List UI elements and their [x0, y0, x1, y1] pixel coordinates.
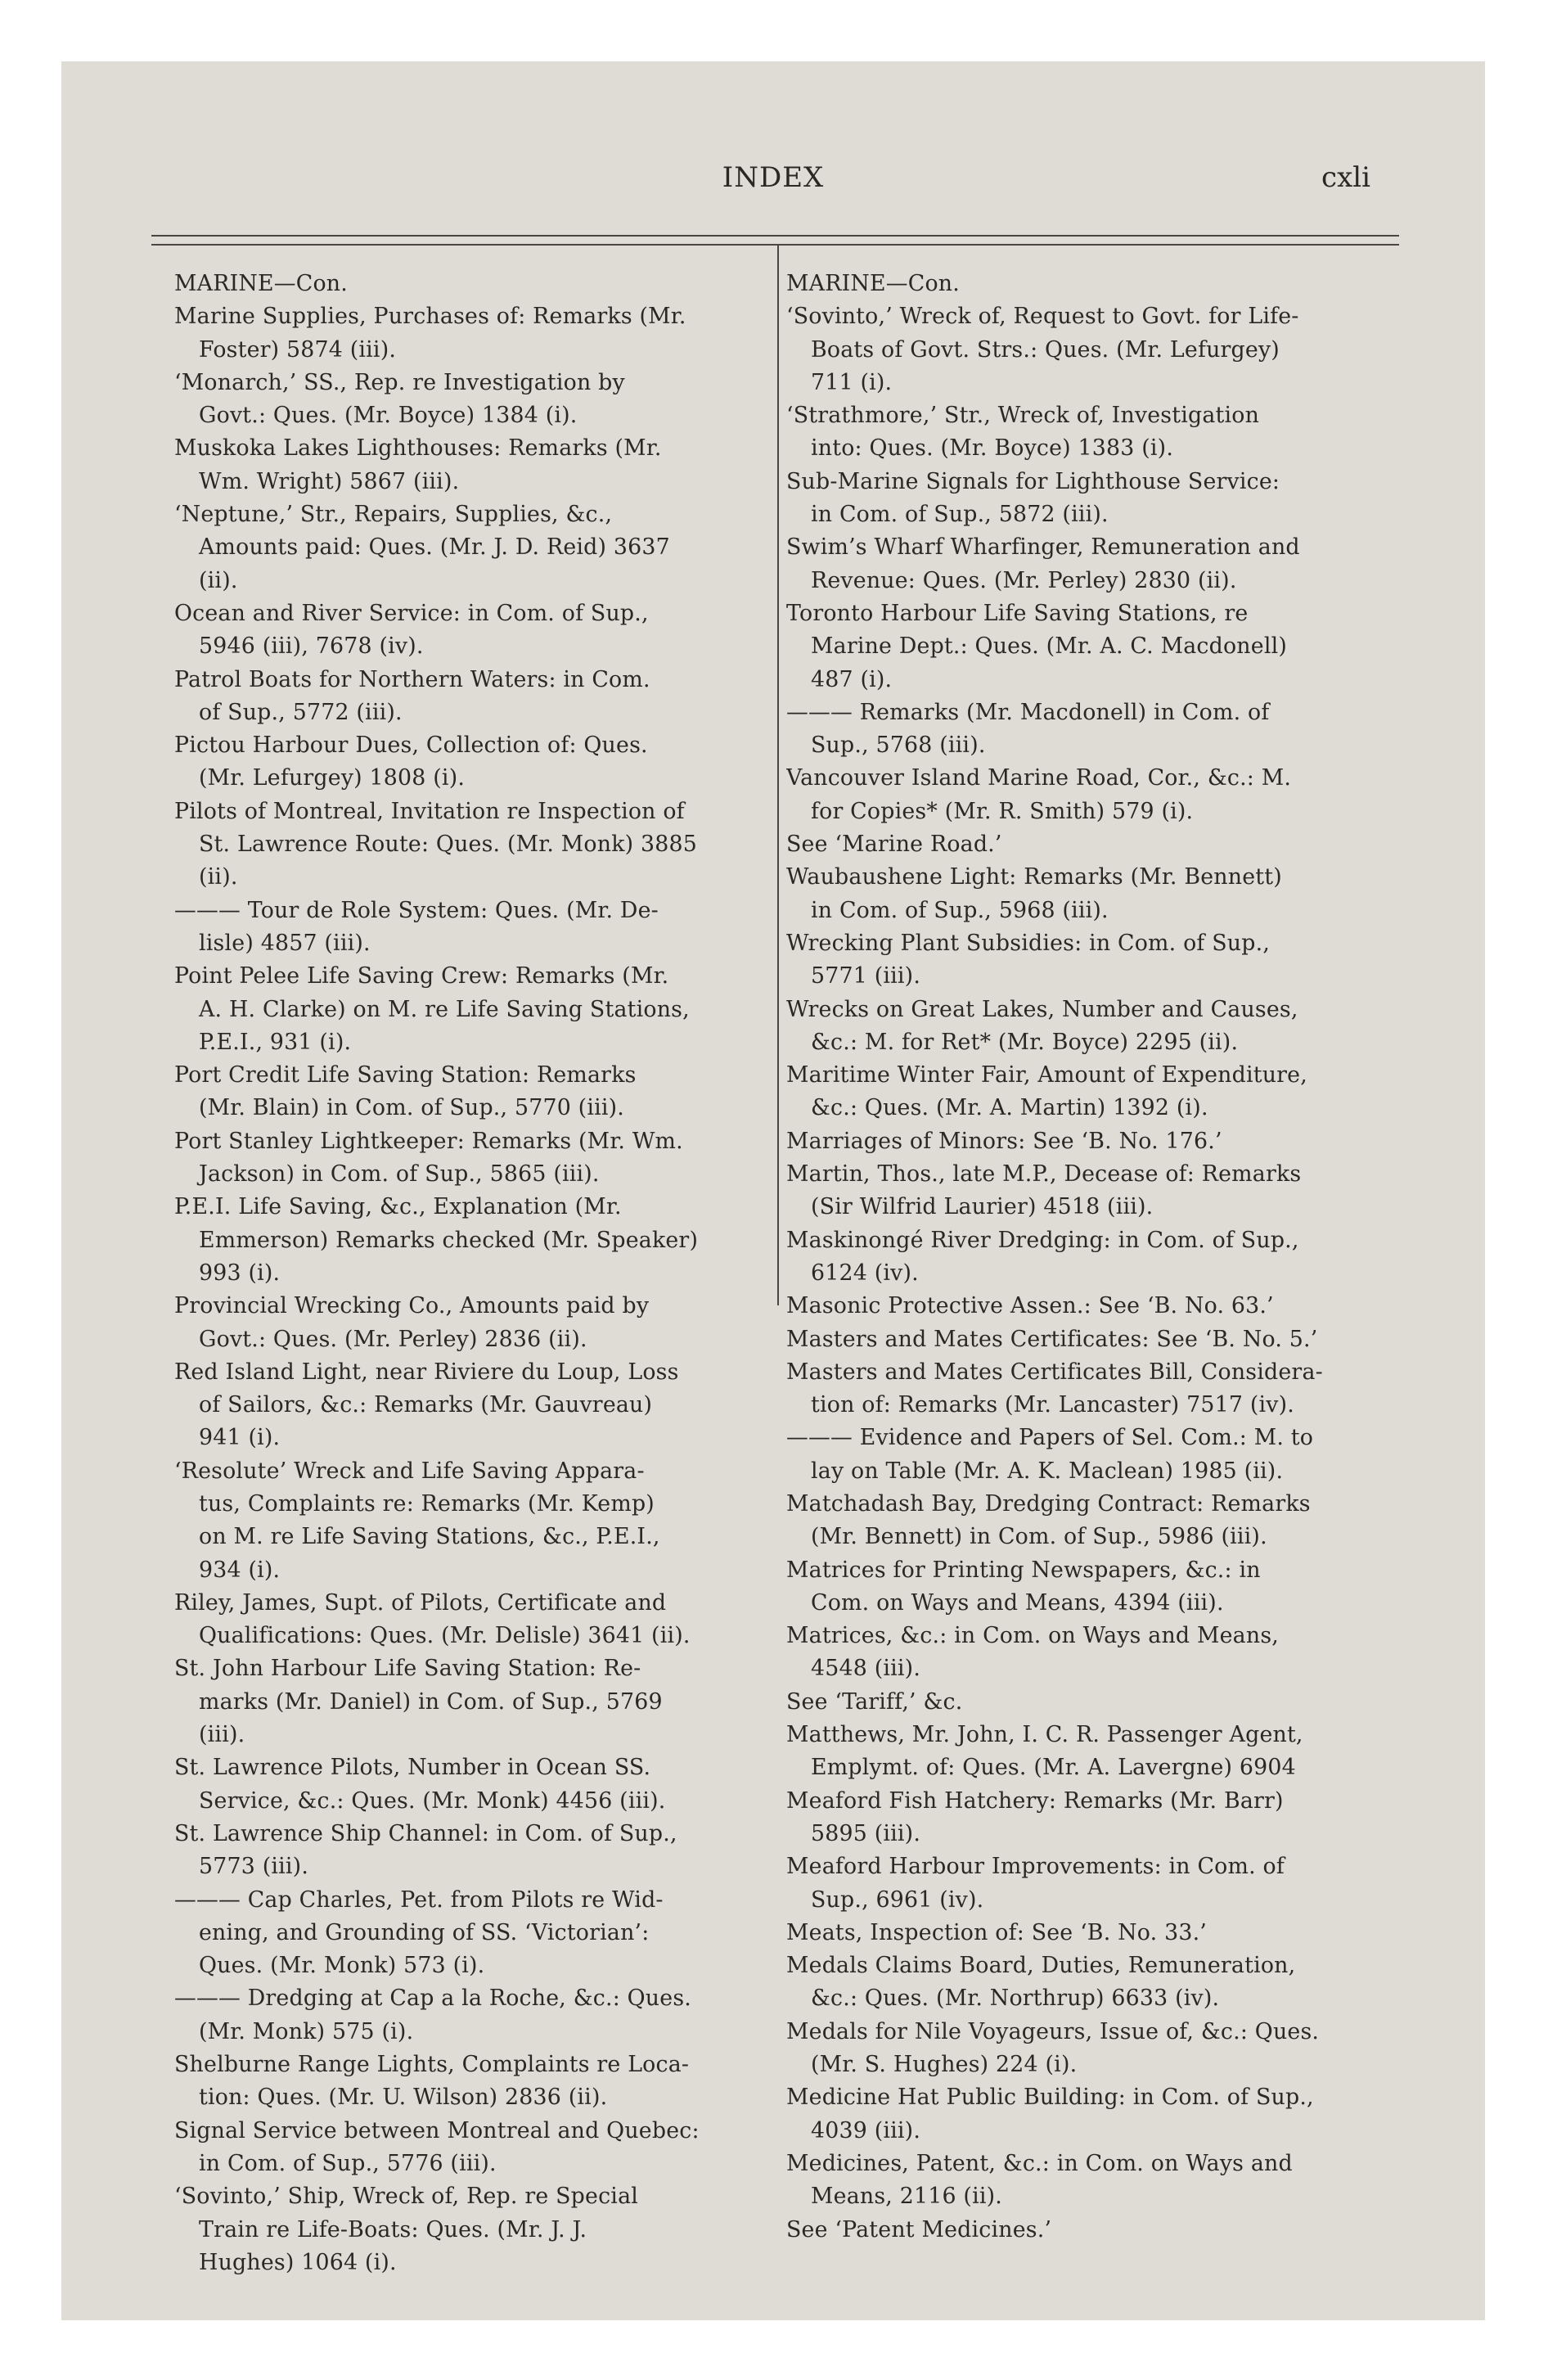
index-line: 941 (i). — [199, 1425, 281, 1451]
index-line: Emmerson) Remarks checked (Mr. Speaker) — [199, 1227, 699, 1253]
index-line: Wrecking Plant Subsidies: in Com. of Sup., — [786, 930, 1271, 956]
index-line: P.E.I., 931 (i). — [199, 1029, 352, 1055]
index-line: (iii). — [199, 1722, 245, 1748]
index-line: Com. on Ways and Means, 4394 (iii). — [811, 1589, 1224, 1616]
index-line: Martin, Thos., late M.P., Decease of: Remarks — [786, 1161, 1302, 1188]
index-line: Masters and Mates Certificates: See ‘B. No. 5.’ — [786, 1326, 1318, 1352]
index-line: ——— Tour de Role System: Ques. (Mr. De- — [174, 897, 659, 923]
index-line: ‘Resolute’ Wreck and Life Saving Appara- — [174, 1458, 645, 1484]
index-line: (Mr. Blain) in Com. of Sup., 5770 (iii). — [199, 1095, 625, 1121]
index-line: &c.: Ques. (Mr. A. Martin) 1392 (i). — [811, 1095, 1208, 1121]
index-line: Service, &c.: Ques. (Mr. Monk) 4456 (iii). — [199, 1787, 666, 1814]
index-line: Swim’s Wharf Wharfinger, Remuneration and — [786, 534, 1300, 561]
index-line: MARINE—Con. — [786, 271, 960, 296]
index-line: in Com. of Sup., 5872 (iii). — [811, 502, 1109, 528]
index-line: St. John Harbour Life Saving Station: Re- — [174, 1656, 641, 1682]
index-line: tion: Ques. (Mr. U. Wilson) 2836 (ii). — [199, 2085, 608, 2111]
index-line: of Sailors, &c.: Remarks (Mr. Gauvreau) — [199, 1392, 653, 1418]
index-line: A. H. Clarke) on M. re Life Saving Stations, — [199, 996, 690, 1022]
index-line: Pictou Harbour Dues, Collection of: Ques. — [174, 732, 648, 759]
index-line: ening, and Grounding of SS. ‘Victorian’: — [199, 1919, 650, 1945]
index-line: Port Stanley Lightkeeper: Remarks (Mr. Wm. — [174, 1128, 683, 1154]
index-line: marks (Mr. Daniel) in Com. of Sup., 5769 — [199, 1688, 663, 1715]
index-line: 6124 (iv). — [811, 1260, 919, 1286]
index-line: into: Ques. (Mr. Boyce) 1383 (i). — [811, 435, 1174, 462]
index-line: Wrecks on Great Lakes, Number and Causes, — [786, 996, 1298, 1022]
running-head — [61, 161, 1485, 210]
index-line: See ‘Marine Road.’ — [786, 832, 1002, 858]
index-line: &c.: M. for Ret* (Mr. Boyce) 2295 (ii). — [811, 1029, 1239, 1055]
index-line: (Mr. Monk) 575 (i). — [199, 2018, 414, 2044]
index-line: Matthews, Mr. John, I. C. R. Passenger Agent, — [786, 1722, 1303, 1748]
index-line: Meaford Fish Hatchery: Remarks (Mr. Barr) — [786, 1787, 1284, 1814]
index-line: 5946 (iii), 7678 (iv). — [199, 633, 424, 660]
index-line: Matchadash Bay, Dredging Contract: Remarks — [786, 1490, 1311, 1517]
index-line: St. Lawrence Pilots, Number in Ocean SS. — [174, 1755, 651, 1781]
index-line: St. Lawrence Ship Channel: in Com. of Sup., — [174, 1820, 677, 1846]
index-line: Amounts paid: Ques. (Mr. J. D. Reid) 3637 — [199, 534, 670, 561]
page-title: INDEX — [722, 161, 825, 194]
index-line: Sup., 6961 (iv). — [811, 1886, 984, 1913]
index-line: Medals Claims Board, Duties, Remuneration, — [786, 1953, 1296, 1979]
index-line: 711 (i). — [811, 369, 893, 395]
index-line: lay on Table (Mr. A. K. Maclean) 1985 (ii). — [811, 1458, 1284, 1484]
index-line: 993 (i). — [199, 1260, 281, 1286]
index-line: 934 (i). — [199, 1557, 281, 1583]
index-line: Foster) 5874 (iii). — [199, 336, 397, 363]
index-line: Sup., 5768 (iii). — [811, 732, 986, 759]
index-line: Qualifications: Ques. (Mr. Delisle) 3641 (ii). — [199, 1623, 691, 1649]
index-line: on M. re Life Saving Stations, &c., P.E.I., — [199, 1524, 660, 1550]
page-number: cxli — [1321, 161, 1370, 194]
index-line: ‘Neptune,’ Str., Repairs, Supplies, &c., — [174, 502, 613, 528]
index-line: Govt.: Ques. (Mr. Perley) 2836 (ii). — [199, 1326, 587, 1352]
index-line: ‘Sovinto,’ Ship, Wreck of, Rep. re Special — [174, 2184, 639, 2210]
index-line: Ques. (Mr. Monk) 573 (i). — [199, 1953, 485, 1979]
index-line: Maritime Winter Fair, Amount of Expenditure, — [786, 1062, 1307, 1089]
index-line: Marriages of Minors: See ‘B. No. 176.’ — [786, 1128, 1222, 1154]
index-line: (Mr. S. Hughes) 224 (i). — [811, 2052, 1078, 2078]
index-line: (ii). — [199, 567, 238, 593]
header-rule-top — [151, 235, 1399, 237]
index-line: Medals for Nile Voyageurs, Issue of, &c.: Ques. — [786, 2018, 1320, 2044]
index-line: Toronto Harbour Life Saving Stations, re — [786, 600, 1249, 626]
index-line: tus, Complaints re: Remarks (Mr. Kemp) — [199, 1490, 655, 1517]
index-line: Meats, Inspection of: See ‘B. No. 33.’ — [786, 1919, 1208, 1945]
index-line: Matrices for Printing Newspapers, &c.: in — [786, 1557, 1261, 1583]
index-line: Port Credit Life Saving Station: Remarks — [174, 1062, 637, 1089]
index-line: Revenue: Ques. (Mr. Perley) 2830 (ii). — [811, 567, 1237, 593]
index-line: MARINE—Con. — [174, 271, 348, 296]
index-line: ‘Sovinto,’ Wreck of, Request to Govt. for Life- — [786, 304, 1299, 330]
index-line: Train re Life-Boats: Ques. (Mr. J. J. — [199, 2216, 587, 2243]
index-line: Sub-Marine Signals for Lighthouse Service: — [786, 468, 1280, 494]
index-line: Marine Dept.: Ques. (Mr. A. C. Macdonell) — [811, 633, 1288, 660]
index-line: in Com. of Sup., 5968 (iii). — [811, 897, 1109, 923]
index-line: (Sir Wilfrid Laurier) 4518 (iii). — [811, 1194, 1154, 1220]
index-line: in Com. of Sup., 5776 (iii). — [199, 2150, 497, 2176]
index-line: Meaford Harbour Improvements: in Com. of — [786, 1854, 1285, 1880]
index-line: Emplymt. of: Ques. (Mr. A. Lavergne) 6904 — [811, 1755, 1296, 1781]
index-line: Patrol Boats for Northern Waters: in Com. — [174, 666, 650, 692]
index-line: Waubaushene Light: Remarks (Mr. Bennett) — [786, 864, 1282, 890]
index-line: 5771 (iii). — [811, 963, 921, 989]
index-line: (Mr. Bennett) in Com. of Sup., 5986 (iii). — [811, 1524, 1267, 1550]
index-line: &c.: Ques. (Mr. Northrup) 6633 (iv). — [811, 1986, 1220, 2012]
index-line: ——— Dredging at Cap a la Roche, &c.: Ques. — [174, 1986, 691, 2012]
index-line: Boats of Govt. Strs.: Ques. (Mr. Lefurgey) — [811, 336, 1280, 363]
index-line: See ‘Tariff,’ &c. — [786, 1688, 963, 1715]
index-line: of Sup., 5772 (iii). — [199, 699, 403, 725]
index-line: Signal Service between Montreal and Quebec: — [174, 2117, 700, 2143]
index-line: Red Island Light, near Riviere du Loup, Loss — [174, 1359, 679, 1385]
index-line: See ‘Patent Medicines.’ — [786, 2216, 1052, 2243]
index-column-right — [786, 268, 1384, 2247]
index-line: Shelburne Range Lights, Complaints re Loca- — [174, 2052, 690, 2078]
index-line: Hughes) 1064 (i). — [199, 2249, 397, 2275]
index-line: Jackson) in Com. of Sup., 5865 (iii). — [199, 1161, 600, 1188]
index-line: Muskoka Lakes Lighthouses: Remarks (Mr. — [174, 435, 662, 462]
index-line: Medicines, Patent, &c.: in Com. on Ways and — [786, 2150, 1293, 2176]
index-line: Vancouver Island Marine Road, Cor., &c.: M. — [786, 765, 1292, 791]
index-line: lisle) 4857 (iii). — [199, 930, 371, 956]
index-line: ‘Monarch,’ SS., Rep. re Investigation by — [174, 369, 625, 395]
index-line: Wm. Wright) 5867 (iii). — [199, 468, 460, 494]
index-line: 487 (i). — [811, 666, 893, 692]
index-line: Riley, James, Supt. of Pilots, Certificate and — [174, 1589, 667, 1616]
index-line: Point Pelee Life Saving Crew: Remarks (Mr. — [174, 963, 669, 989]
index-line: (Mr. Lefurgey) 1808 (i). — [199, 765, 466, 791]
index-line: Pilots of Montreal, Invitation re Inspection of — [174, 798, 685, 824]
index-line: ——— Cap Charles, Pet. from Pilots re Wid- — [174, 1886, 664, 1913]
index-line: Matrices, &c.: in Com. on Ways and Means, — [786, 1623, 1279, 1649]
header-rule-bottom — [151, 244, 1399, 246]
index-line: St. Lawrence Route: Ques. (Mr. Monk) 3885 — [199, 832, 698, 858]
index-line: 5773 (iii). — [199, 1854, 309, 1880]
index-line: Provincial Wrecking Co., Amounts paid by — [174, 1293, 650, 1319]
index-line: Maskinongé River Dredging: in Com. of Sup., — [786, 1227, 1299, 1253]
index-line: ——— Evidence and Papers of Sel. Com.: M. to — [786, 1425, 1314, 1451]
index-line: tion of: Remarks (Mr. Lancaster) 7517 (iv). — [811, 1392, 1295, 1418]
index-line: for Copies* (Mr. R. Smith) 579 (i). — [811, 798, 1194, 824]
index-line: Marine Supplies, Purchases of: Remarks (Mr. — [174, 304, 686, 330]
index-line: Govt.: Ques. (Mr. Boyce) 1384 (i). — [199, 403, 578, 429]
column-divider — [777, 246, 779, 1305]
index-line: ‘Strathmore,’ Str., Wreck of, Investigation — [786, 403, 1260, 429]
index-line: Masonic Protective Assen.: See ‘B. No. 63.’ — [786, 1293, 1274, 1319]
index-line: 5895 (iii). — [811, 1820, 921, 1846]
index-line: 4548 (iii). — [811, 1656, 921, 1682]
index-line: P.E.I. Life Saving, &c., Explanation (Mr. — [174, 1194, 622, 1220]
index-line: Masters and Mates Certificates Bill, Considera- — [786, 1359, 1323, 1385]
index-line: Means, 2116 (ii). — [811, 2184, 1002, 2210]
index-line: (ii). — [199, 864, 238, 890]
index-line: Medicine Hat Public Building: in Com. of Sup., — [786, 2085, 1314, 2111]
index-line: Ocean and River Service: in Com. of Sup., — [174, 600, 649, 626]
index-line: 4039 (iii). — [811, 2117, 921, 2143]
index-line: ——— Remarks (Mr. Macdonell) in Com. of — [786, 699, 1270, 725]
index-page — [61, 61, 1485, 2320]
index-column-left — [174, 268, 767, 2279]
